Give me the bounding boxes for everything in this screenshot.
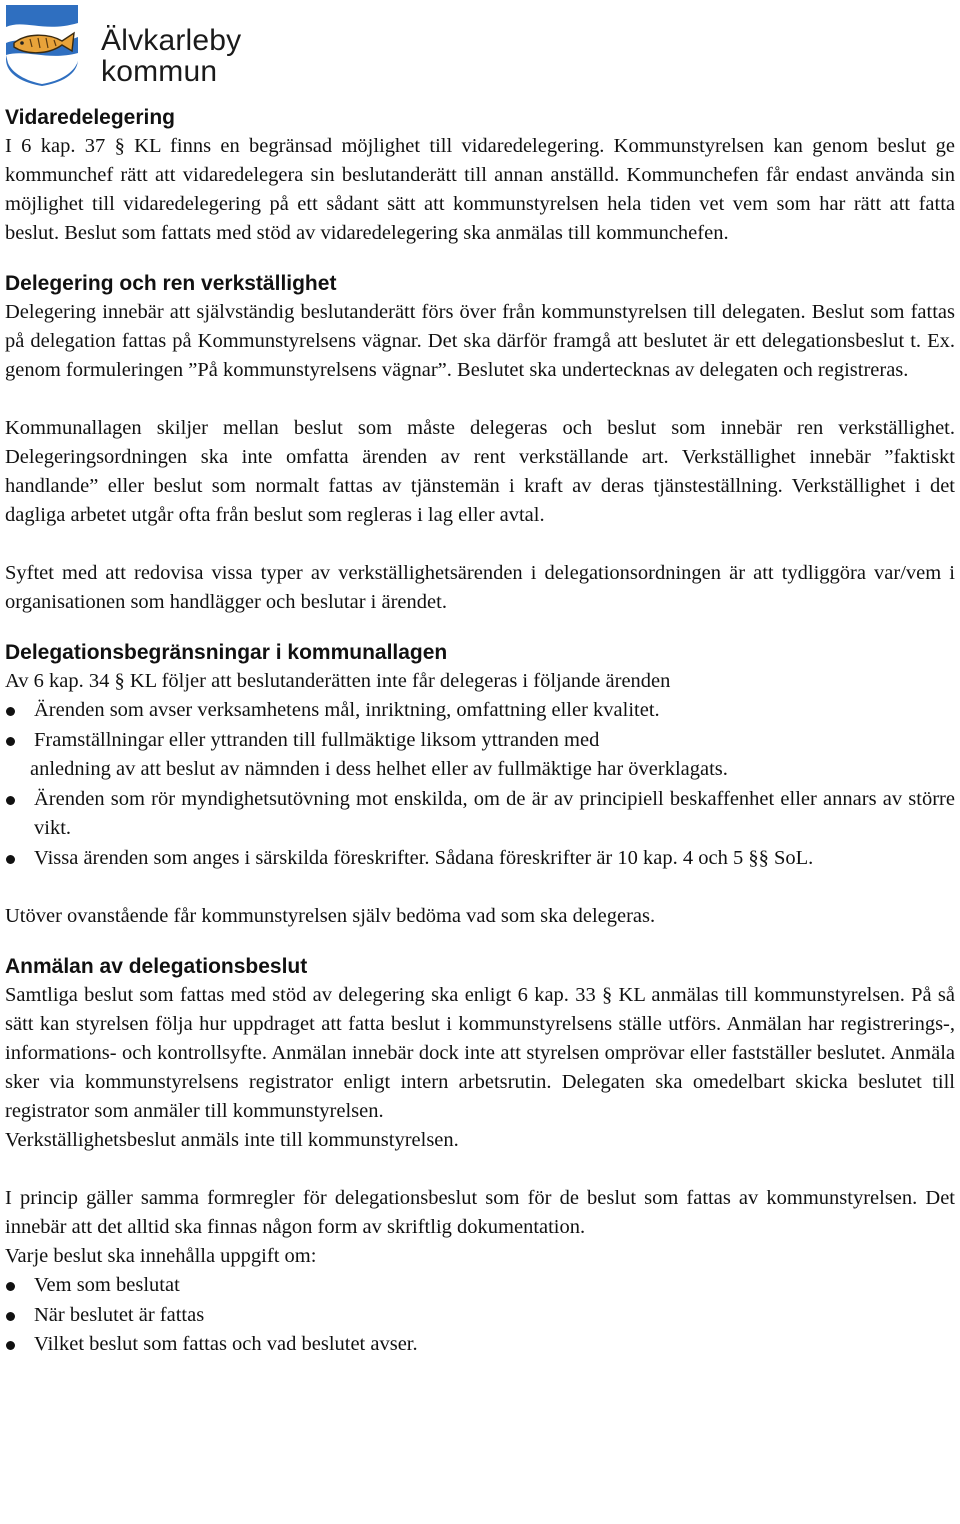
list-item: Ärenden som rör myndighetsutövning mot enskilda, om de är av principiell beskaffenhet eller annars av större vikt. <box>5 785 955 844</box>
bullet-icon <box>6 1312 15 1321</box>
list-item: Ärenden som avser verksamhetens mål, inriktning, omfattning eller kvalitet. <box>5 696 955 726</box>
bullet-icon <box>6 1341 15 1350</box>
document-body <box>5 104 955 1360</box>
list-item: Framställningar eller yttranden till fullmäktige liksom yttranden med anledning av att beslut av nämnden i dess helhet eller av fullmäktige har överklagats. <box>5 726 955 785</box>
bullet-icon <box>6 796 15 805</box>
paragraph-syftet: Syftet med att redovisa vissa typer av verkställighetsärenden i delegationsordningen är att tydliggöra var/vem i organisationen som handlägger och beslutar i ärendet. <box>5 562 955 613</box>
bullet-icon <box>6 1282 15 1291</box>
paragraph-delegering: Delegering innebär att självständig beslutanderätt förs över från kommunstyrelsen till delegaten. Beslut som fattas på delegation fattas på Kommunstyrelsens vägnar. Det ska därför framgå att beslutet är ett delegationsbeslut t. Ex. genom formuleringen ”På kommunstyrelsens vägnar”. Beslutet ska undertecknas av delegaten och registreras. <box>5 301 955 381</box>
paragraph-utover: Utöver ovanstående får kommunstyrelsen själv bedöma vad som ska delegeras. <box>5 905 656 927</box>
municipality-logo <box>4 3 264 87</box>
list-item: Vilket beslut som fattas och vad beslutet avser. <box>5 1330 955 1360</box>
list-item: När beslutet är fattas <box>5 1301 955 1331</box>
paragraph-uppgift: Varje beslut ska innehålla uppgift om: <box>5 1245 317 1267</box>
heading-anmalan: Anmälan av delegationsbeslut <box>5 955 308 978</box>
paragraph-vidaredelegering: I 6 kap. 37 § KL finns en begränsad möjlighet till vidaredelegering. Kommunstyrelsen kan genom beslut ge kommunchef rätt att vidaredelegera sin beslutanderätt till annan anställd. Kommunchefen får endast använda sin möjlighet till vidaredelegering på ett sådant sätt att kommunstyrelsen hela tiden vet vem som har rätt att fatta beslut. Beslut som fattats med stöd av vidaredelegering ska anmälas till kommunchefen. <box>5 135 955 244</box>
list-item: Vissa ärenden som anges i särskilda föreskrifter. Sådana föreskrifter är 10 kap. 4 och 5 §§ SoL. <box>5 844 955 874</box>
heading-delegering-verkstallighet: Delegering och ren verkställighet <box>5 272 337 295</box>
bullet-icon <box>6 855 15 864</box>
bullet-icon <box>6 737 15 746</box>
restriction-list <box>5 696 955 873</box>
paragraph-anmalan: Samtliga beslut som fattas med stöd av delegering ska enligt 6 kap. 33 § KL anmälas till kommunstyrelsen. På så sätt kan styrelsen följa hur uppdraget att fatta beslut i kommunstyrelsens ställe utförs. Anmälan har registrerings-, informations- och kontrollsyfte. Anmälan innebär dock inte att styrelsen omprövar eller fastställer beslutet. Anmäla sker via kommunstyrelsens registrator enligt intern arbetsrutin. Delegaten ska omedelbart skicka beslutet till registrator som anmäler till kommunstyrelsen. <box>5 984 955 1122</box>
coat-of-arms-fish-icon <box>4 3 80 87</box>
bullet-icon <box>6 707 15 716</box>
list-item: Vem som beslutat <box>5 1271 955 1301</box>
paragraph-verkstallighetsbeslut: Verkställighetsbeslut anmäls inte till kommunstyrelsen. <box>5 1129 459 1151</box>
heading-vidaredelegering: Vidaredelegering <box>5 106 176 129</box>
logo-line-1: Älvkarleby <box>101 24 242 57</box>
heading-delegationsbegransningar: Delegationsbegränsningar i kommunallagen <box>5 641 448 664</box>
paragraph-formregler: I princip gäller samma formregler för delegationsbeslut som för de beslut som fattas av kommunstyrelsen. Det innebär att det alltid ska finnas någon form av skriftlig dokumentation. <box>5 1187 955 1238</box>
paragraph-kap34: Av 6 kap. 34 § KL följer att beslutanderätten inte får delegeras i följande ärenden <box>5 670 671 692</box>
decision-content-list <box>5 1271 955 1360</box>
paragraph-kommunallagen: Kommunallagen skiljer mellan beslut som måste delegeras och beslut som innebär ren verkställighet. Delegeringsordningen ska inte omfatta ärenden av rent verkställande art. Verkställighet innebär ”faktiskt handlande” eller beslut som normalt fattas av tjänstemän i kraft av deras tjänsteställning. Verkställighet i det dagliga arbetet utgår ofta från beslut som regleras i lag eller avtal. <box>5 417 955 526</box>
logo-line-2: kommun <box>101 55 218 88</box>
